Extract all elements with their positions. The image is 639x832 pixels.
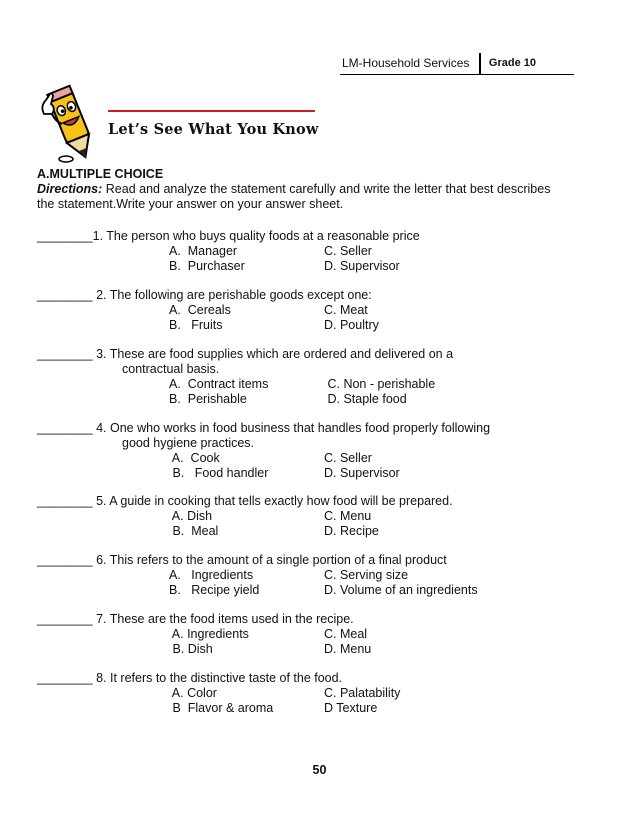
option-b: B. Meal [169,523,219,538]
question-stem: ________ 3. These are food supplies which are ordered and delivered on a [37,347,454,361]
option-b: B. Perishable [169,391,247,406]
question-stem: ________ 6. This refers to the amount of a single portion of a final product [37,553,447,567]
pencil-mascot-icon [36,84,106,164]
question-stem: ________1. The person who buys quality foods at a reasonable price [37,229,420,243]
question-5 [37,494,453,538]
option-d: D. Supervisor [324,258,400,273]
question-2 [37,288,379,332]
question-stem: ________ 5. A guide in cooking that tells exactly how food will be prepared. [37,494,453,508]
option-b: B. Fruits [169,317,223,332]
section-label: A.MULTIPLE CHOICE [37,167,164,181]
option-b: B. Purchaser [169,258,245,273]
option-d: D. Recipe [324,523,379,538]
option-a: A. Dish [169,509,213,523]
title-underline [108,110,315,112]
option-c: C. Palatability [324,686,401,700]
question-stem: ________ 2. The following are perishable goods except one: [37,288,372,302]
question-stem: ________ 8. It refers to the distinctive taste of the food. [37,671,343,685]
course-label: LM-Household Services [342,56,470,70]
option-a: A. Contract items [169,377,269,391]
option-a: A. Cereals [169,303,231,317]
option-b: B Flavor & aroma [169,700,274,715]
grade-label: Grade 10 [488,57,536,69]
option-d: D. Menu [324,641,372,656]
option-b: B. Dish [169,641,213,656]
option-c: C. Seller [324,244,372,258]
question-6 [37,553,478,597]
question-stem: ________ 4. One who works in food business that handles food properly following [37,421,491,435]
question-stem-continued: contractual basis. [122,362,220,376]
option-d: D. Supervisor [324,465,400,480]
directions-body: Read and analyze the statement carefully and write the letter that best describes the statement.Write your answer on your answer sheet. [37,182,551,211]
question-stem-continued: good hygiene practices. [122,436,255,450]
page-header [342,53,536,75]
question-3 [37,347,453,406]
option-c: C. Seller [324,451,372,465]
option-a: A. Manager [169,244,238,258]
option-c: C. Non - perishable [324,377,436,391]
question-4 [37,421,490,480]
option-b: B. Recipe yield [169,582,260,597]
question-7 [37,612,372,656]
directions-text [37,182,557,212]
option-a: A. Cook [169,451,220,465]
option-b: B. Food handler [169,465,269,480]
page-number: 50 [312,763,327,777]
option-d: D. Volume of an ingredients [324,582,478,597]
option-c: C. Meat [324,303,368,317]
option-d: D. Poultry [324,317,379,332]
directions-label: Directions: [37,182,103,196]
header-rule [340,74,574,75]
question-8 [37,671,401,715]
question-stem: ________ 7. These are the food items used in the recipe. [37,612,354,626]
option-d: D. Staple food [324,391,407,406]
option-a: A. Ingredients [169,568,254,582]
option-a: A. Ingredients [169,627,249,641]
option-c: C. Meal [324,627,368,641]
option-a: A. Color [169,686,217,700]
option-c: C. Serving size [324,568,409,582]
directions-block [37,167,557,212]
option-d: D Texture [324,700,378,715]
section-title: Let’s See What You Know [108,121,319,138]
question-1 [37,229,420,273]
option-c: C. Menu [324,509,372,523]
